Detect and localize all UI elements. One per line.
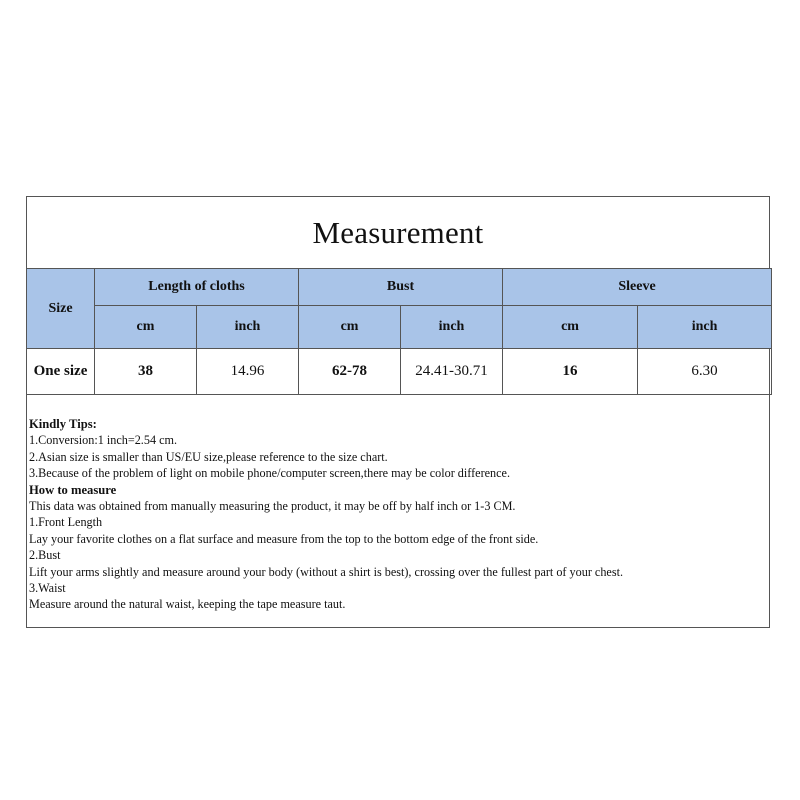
size-column-header: Size <box>27 269 95 349</box>
measure-line: Lay your favorite clothes on a flat surface and measure from the top to the bottom edge of the front side. <box>29 531 539 546</box>
measurement-sheet <box>26 196 770 628</box>
value-cell: 62-78 <box>299 349 401 395</box>
value-cell: 16 <box>503 349 638 395</box>
value-cell: 14.96 <box>197 349 299 395</box>
table-row <box>27 349 772 395</box>
unit-header: cm <box>299 306 401 349</box>
tips-heading: Kindly Tips: <box>29 417 97 431</box>
table-unit-row <box>27 306 772 349</box>
unit-header: inch <box>401 306 503 349</box>
tip-line: 2.Asian size is smaller than US/EU size,please reference to the size chart. <box>29 449 388 464</box>
measure-line: Measure around the natural waist, keeping the tape measure taut. <box>29 597 346 612</box>
page-title: Measurement <box>312 214 484 250</box>
value-cell: 38 <box>95 349 197 395</box>
tip-line: 1.Conversion:1 inch=2.54 cm. <box>29 433 178 448</box>
value-cell: 6.30 <box>638 349 772 395</box>
measure-line: 2.Bust <box>29 548 61 563</box>
measure-line: 1.Front Length <box>29 515 103 530</box>
value-cell: 24.41-30.71 <box>401 349 503 395</box>
measure-line: Lift your arms slightly and measure around your body (without a shirt is best), crossing over the fullest part of your chest. <box>29 564 624 579</box>
size-cell: One size <box>27 349 95 395</box>
measure-line: 3.Waist <box>29 581 66 596</box>
group-header-length: Length of cloths <box>95 269 299 306</box>
tips-section <box>29 416 764 613</box>
group-header-sleeve: Sleeve <box>503 269 772 306</box>
unit-header: cm <box>503 306 638 349</box>
unit-header: cm <box>95 306 197 349</box>
how-to-measure-heading: How to measure <box>29 482 117 497</box>
unit-header: inch <box>197 306 299 349</box>
measure-line: This data was obtained from manually measuring the product, it may be off by half inch or 1-3 CM. <box>29 499 516 514</box>
size-table <box>26 268 772 395</box>
tip-line: 3.Because of the problem of light on mobile phone/computer screen,there may be color difference. <box>29 466 511 481</box>
group-header-bust: Bust <box>299 269 503 306</box>
unit-header: inch <box>638 306 772 349</box>
table-header-row <box>27 269 772 306</box>
